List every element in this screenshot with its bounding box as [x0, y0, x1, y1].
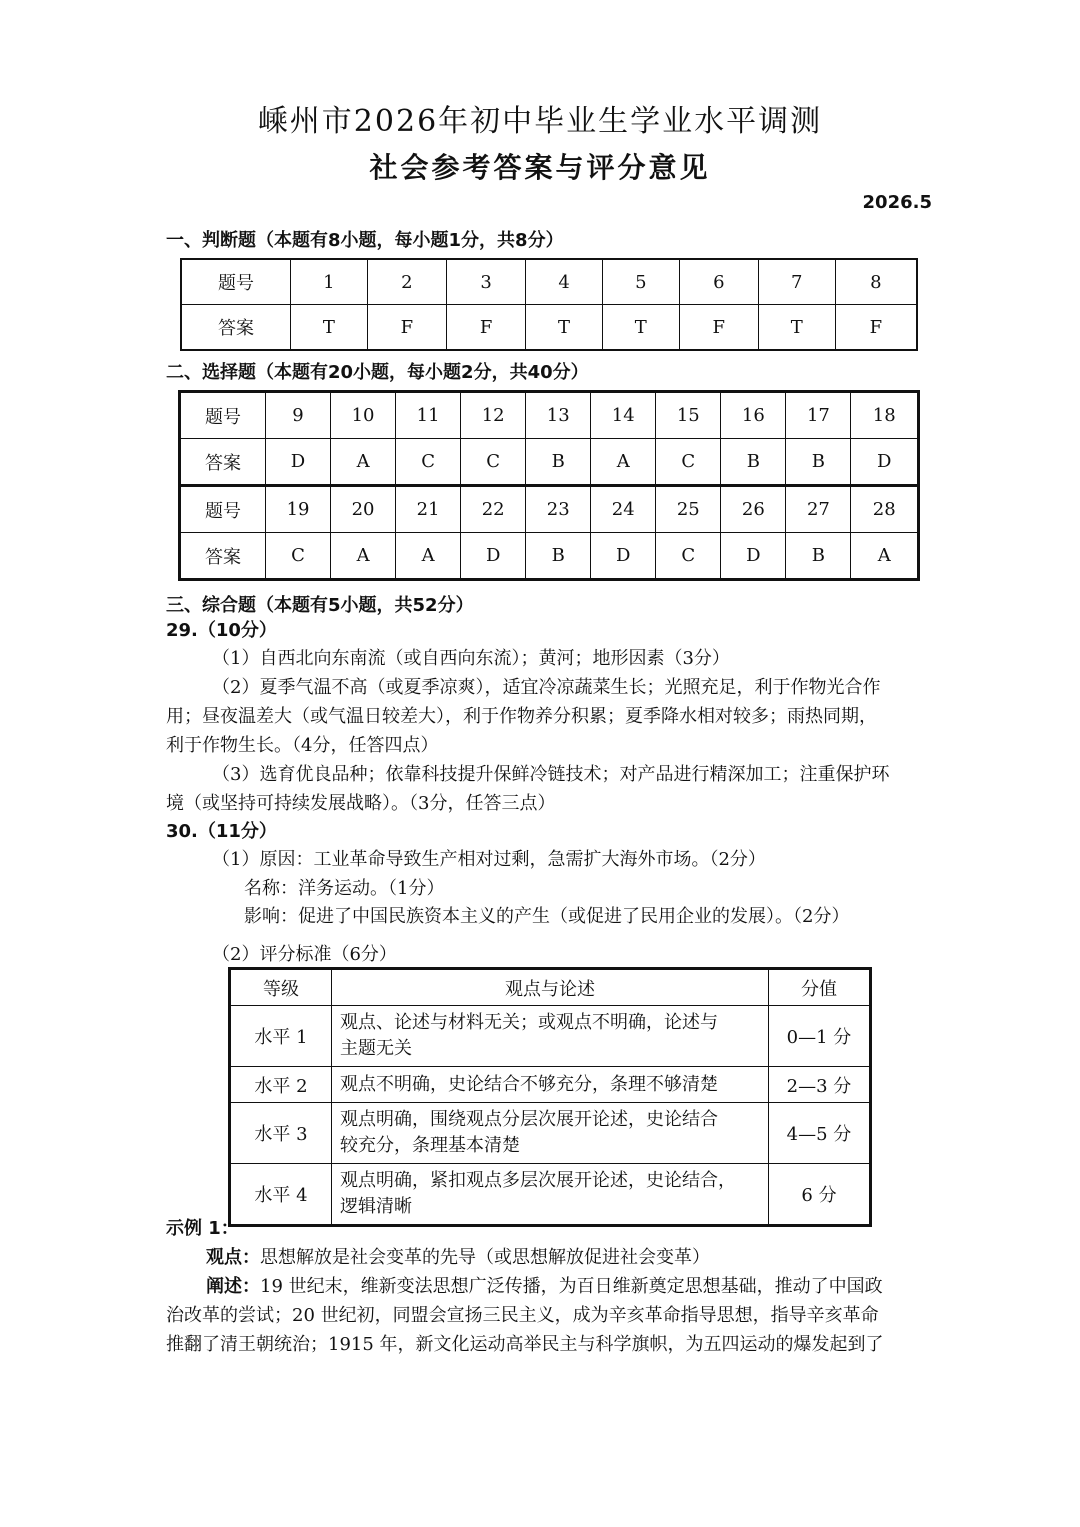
- table-cell: 14: [591, 392, 656, 439]
- table-cell: 23: [526, 486, 591, 533]
- description-line: 观点、论述与材料无关；或观点不明确，论述与: [340, 1012, 718, 1033]
- true-false-answer-table: [180, 258, 918, 351]
- table-row: [181, 259, 917, 305]
- table-cell: 10: [331, 392, 396, 439]
- table-cell: 20: [331, 486, 396, 533]
- answer-line: （2）夏季气温不高（或夏季凉爽），适宜冷凉蔬菜生长；光照充足，利于作物光合作: [212, 677, 881, 698]
- table-cell: 16: [721, 392, 786, 439]
- table-cell: B: [786, 439, 851, 486]
- table-cell: C: [656, 439, 721, 486]
- table-cell: 27: [786, 486, 851, 533]
- row-label: 题号: [180, 486, 266, 533]
- answer-line: 用；昼夜温差大（或气温日较差大），利于作物养分积累；夏季降水相对较多；雨热同期，: [166, 706, 877, 727]
- table-cell: D: [461, 533, 526, 580]
- answer-line: （1）原因：工业革命导致生产相对过剩，急需扩大海外市场。（2分）: [212, 849, 766, 870]
- table-cell: A: [396, 533, 461, 580]
- row-label: 题号: [180, 392, 266, 439]
- table-cell: 26: [721, 486, 786, 533]
- level-cell: 水平 2: [230, 1067, 332, 1103]
- description-cell: [332, 1164, 769, 1226]
- argument-line: 推翻了清王朝统治；1915 年，新文化运动高举民主与科学旗帜，为五四运动的爆发起到了: [166, 1334, 884, 1355]
- answer-line: （2）评分标准（6分）: [212, 944, 397, 965]
- row-label: 答案: [180, 533, 266, 580]
- description-line: 较充分，条理基本清楚: [340, 1135, 520, 1156]
- example-label: 示例 1：: [166, 1218, 239, 1239]
- table-cell: 12: [461, 392, 526, 439]
- description-cell: [332, 1103, 769, 1164]
- section1-heading: 一、判断题（本题有8小题，每小题1分，共8分）: [166, 230, 564, 251]
- table-cell: D: [851, 439, 919, 486]
- section3-heading: 三、综合题（本题有5小题，共52分）: [166, 595, 474, 616]
- argument-text: 19 世纪末，维新变法思想广泛传播，为百日维新奠定思想基础，推动了中国政: [260, 1276, 883, 1297]
- table-cell: C: [266, 533, 331, 580]
- answer-line: （1）自西北向东南流（或自西向东流）；黄河；地形因素（3分）: [212, 648, 730, 669]
- answer-line: 影响：促进了中国民族资本主义的产生（或促进了民用企业的发展）。（2分）: [244, 906, 850, 927]
- table-cell: 15: [656, 392, 721, 439]
- level-cell: 水平 4: [230, 1164, 332, 1226]
- table-cell: B: [526, 439, 591, 486]
- description-cell: [332, 1067, 769, 1103]
- table-cell: A: [851, 533, 919, 580]
- answer-line: （3）选育优良品种；依靠科技提升保鲜冷链技术；对产品进行精深加工；注重保护环: [212, 764, 890, 785]
- row-label: 答案: [181, 305, 291, 351]
- table-cell: 3: [446, 259, 525, 305]
- description-line: 观点明确，围绕观点分层次展开论述，史论结合: [340, 1109, 718, 1130]
- table-cell: D: [591, 533, 656, 580]
- row-label: 答案: [180, 439, 266, 486]
- score-cell: 6 分: [769, 1164, 871, 1226]
- table-header-row: [230, 969, 871, 1006]
- description-line: 逻辑清晰: [340, 1196, 412, 1217]
- table-cell: 9: [266, 392, 331, 439]
- table-row: [180, 486, 919, 533]
- scoring-rubric-table: [228, 967, 872, 1227]
- document-subtitle: 社会参考答案与评分意见: [369, 151, 711, 184]
- table-cell: 17: [786, 392, 851, 439]
- table-cell: 13: [526, 392, 591, 439]
- level-cell: 水平 1: [230, 1006, 332, 1067]
- table-cell: F: [835, 305, 917, 351]
- table-cell: 25: [656, 486, 721, 533]
- table-cell: A: [331, 533, 396, 580]
- table-cell: 28: [851, 486, 919, 533]
- table-cell: 21: [396, 486, 461, 533]
- table-cell: F: [679, 305, 758, 351]
- table-cell: 7: [758, 259, 835, 305]
- table-cell: 24: [591, 486, 656, 533]
- description-cell: [332, 1006, 769, 1067]
- table-cell: 18: [851, 392, 919, 439]
- table-cell: 6: [679, 259, 758, 305]
- example-viewpoint: [206, 1244, 710, 1272]
- table-cell: A: [331, 439, 396, 486]
- table-row: [180, 533, 919, 580]
- table-row: [230, 1006, 871, 1067]
- table-cell: F: [367, 305, 446, 351]
- table-cell: 4: [526, 259, 603, 305]
- table-cell: T: [758, 305, 835, 351]
- description-line: 主题无关: [340, 1038, 412, 1059]
- column-header: 等级: [230, 969, 332, 1006]
- table-row: [230, 1164, 871, 1226]
- answer-line: 利于作物生长。（4分，任答四点）: [166, 735, 439, 756]
- level-cell: 水平 3: [230, 1103, 332, 1164]
- score-cell: 0—1 分: [769, 1006, 871, 1067]
- table-row: [181, 305, 917, 351]
- table-cell: D: [721, 533, 786, 580]
- multiple-choice-answer-table: [178, 390, 920, 581]
- table-cell: 11: [396, 392, 461, 439]
- table-row: [230, 1067, 871, 1103]
- column-header: 分值: [769, 969, 871, 1006]
- table-cell: T: [602, 305, 679, 351]
- answer-line: 境（或坚持可持续发展战略）。（3分，任答三点）: [166, 793, 556, 814]
- table-cell: B: [786, 533, 851, 580]
- table-cell: B: [721, 439, 786, 486]
- table-cell: 5: [602, 259, 679, 305]
- argument-label: 阐述：: [206, 1276, 260, 1297]
- table-cell: D: [266, 439, 331, 486]
- score-cell: 2—3 分: [769, 1067, 871, 1103]
- table-row: [180, 439, 919, 486]
- table-cell: A: [591, 439, 656, 486]
- question-29-title: 29.（10分）: [166, 620, 277, 641]
- table-cell: 8: [835, 259, 917, 305]
- table-cell: 1: [291, 259, 368, 305]
- row-label: 题号: [181, 259, 291, 305]
- table-cell: B: [526, 533, 591, 580]
- table-cell: 19: [266, 486, 331, 533]
- table-cell: T: [526, 305, 603, 351]
- description-line: 观点明确，紧扣观点多层次展开论述，史论结合，: [340, 1170, 736, 1191]
- table-cell: C: [656, 533, 721, 580]
- document-title: 嵊州市2026年初中毕业生学业水平调测: [257, 104, 823, 139]
- score-cell: 4—5 分: [769, 1103, 871, 1164]
- example-argument: [206, 1273, 883, 1301]
- answer-line: 名称：洋务运动。（1分）: [244, 878, 445, 899]
- viewpoint-label: 观点：: [206, 1247, 260, 1268]
- argument-line: 治改革的尝试；20 世纪初，同盟会宣扬三民主义，成为辛亥革命指导思想，指导辛亥革命: [166, 1305, 879, 1326]
- table-row: [180, 392, 919, 439]
- table-cell: 22: [461, 486, 526, 533]
- question-30-title: 30.（11分）: [166, 821, 277, 842]
- table-cell: T: [291, 305, 368, 351]
- table-cell: C: [461, 439, 526, 486]
- table-cell: F: [446, 305, 525, 351]
- table-row: [230, 1103, 871, 1164]
- table-cell: C: [396, 439, 461, 486]
- section2-heading: 二、选择题（本题有20小题，每小题2分，共40分）: [166, 362, 589, 383]
- description-line: 观点不明确，史论结合不够充分，条理不够清楚: [340, 1073, 718, 1095]
- document-date: 2026.5: [862, 192, 932, 213]
- table-cell: 2: [367, 259, 446, 305]
- column-header: 观点与论述: [332, 969, 769, 1006]
- viewpoint-text: 思想解放是社会变革的先导（或思想解放促进社会变革）: [260, 1247, 710, 1268]
